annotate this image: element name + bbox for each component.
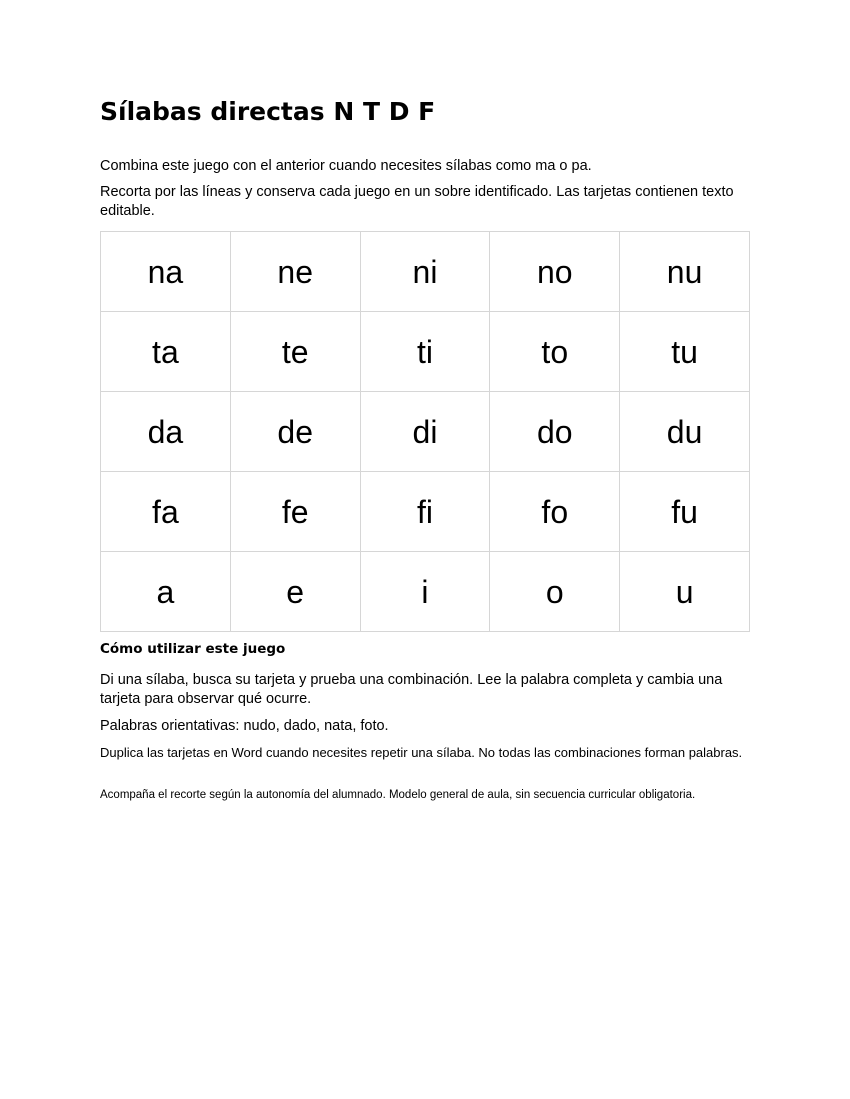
card-row-f — [101, 472, 750, 552]
syllable-card: fe — [230, 472, 360, 552]
syllable-card: te — [230, 312, 360, 392]
footer-note: Acompaña el recorte según la autonomía del alumnado. Modelo general de aula, sin secuencia curricular obligatoria. — [100, 789, 696, 801]
card-row-vowels — [101, 552, 750, 632]
syllable-card: fu — [620, 472, 750, 552]
syllable-card: tu — [620, 312, 750, 392]
syllable-card: ti — [360, 312, 490, 392]
duplicate-cards-note: Duplica las tarjetas en Word cuando necesites repetir una sílaba. No todas las combinaciones forman palabras. — [100, 745, 743, 760]
syllable-card: fi — [360, 472, 490, 552]
card-row-n — [101, 232, 750, 312]
howto-heading: Cómo utilizar este juego — [100, 641, 286, 657]
syllable-card: nu — [620, 232, 750, 312]
page-title: Sílabas directas N T D F — [100, 97, 436, 126]
vowel-card: i — [360, 552, 490, 632]
syllable-card: na — [101, 232, 231, 312]
syllable-card: fo — [490, 472, 620, 552]
syllable-card: to — [490, 312, 620, 392]
vowel-card: u — [620, 552, 750, 632]
syllable-card: da — [101, 392, 231, 472]
syllable-card: do — [490, 392, 620, 472]
syllable-card: no — [490, 232, 620, 312]
syllable-card: di — [360, 392, 490, 472]
syllable-card-grid — [100, 231, 750, 632]
suggested-words: Palabras orientativas: nudo, dado, nata, foto. — [100, 718, 389, 734]
vowel-card: a — [101, 552, 231, 632]
syllable-card: fa — [101, 472, 231, 552]
syllable-card: de — [230, 392, 360, 472]
syllable-card: du — [620, 392, 750, 472]
syllable-card: ne — [230, 232, 360, 312]
vowel-card: e — [230, 552, 360, 632]
intro-cut-instructions: Recorta por las líneas y conserva cada juego en un sobre identificado. Las tarjetas contienen texto editable. — [100, 184, 734, 219]
intro-combine-text: Combina este juego con el anterior cuando necesites sílabas como ma o pa. — [100, 158, 592, 174]
howto-instructions: Di una sílaba, busca su tarjeta y prueba una combinación. Lee la palabra completa y cambia una tarjeta para observar qué ocurre. — [100, 672, 723, 707]
syllable-card: ni — [360, 232, 490, 312]
syllable-card: ta — [101, 312, 231, 392]
card-row-t — [101, 312, 750, 392]
vowel-card: o — [490, 552, 620, 632]
card-row-d — [101, 392, 750, 472]
